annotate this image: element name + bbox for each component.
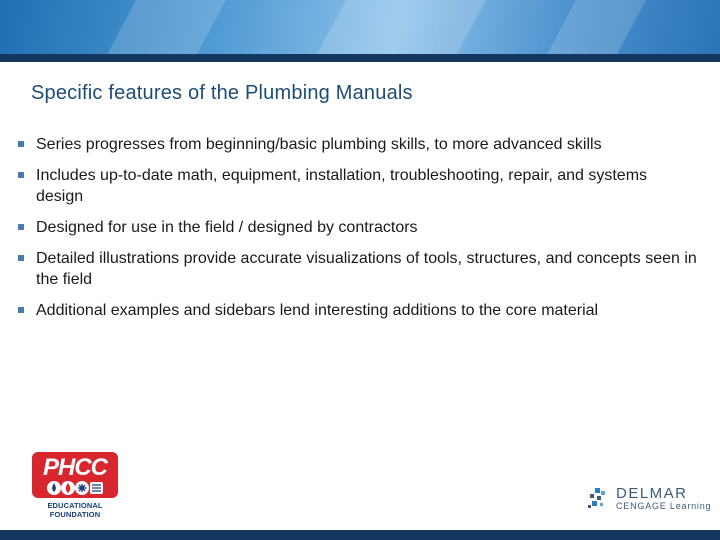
bullet-marker [18,307,24,313]
bullet-text: Additional examples and sidebars lend interesting additions to the core material [36,302,599,319]
bullet-item [18,134,698,155]
header-rule [0,54,720,62]
bullet-item [18,165,698,207]
banner-facet [99,0,232,54]
bullet-text: Designed for use in the field / designed by contractors [36,219,418,236]
delmar-mark-icon [586,486,612,512]
bullet-text: Series progresses from beginning/basic plumbing skills, to more advanced skills [36,136,602,153]
delmar-cengage-logo [586,484,712,514]
phcc-trade-icons [46,480,104,496]
header-banner [0,0,720,54]
phcc-logo-text: PHCC [42,454,107,481]
bullet-marker [18,141,24,147]
delmar-text: DELMAR [616,485,688,502]
bullet-text: Includes up-to-date math, equipment, installation, troubleshooting, repair, and systems design [36,167,648,205]
bullet-item [18,248,698,290]
bullet-marker [18,255,24,261]
phcc-foundation-text: EDUCATIONAL FOUNDATION [47,501,103,519]
slide-title: Specific features of the Plumbing Manuals [31,82,413,104]
banner-facet [539,0,652,54]
phcc-logo [30,452,120,519]
banner-facet [309,0,492,54]
bullet-item [18,217,698,238]
bullet-text: Detailed illustrations provide accurate visualizations of tools, structures, and concepts seen in the field [36,250,697,288]
bullet-list [18,134,698,331]
snowflake-icon [78,484,86,492]
bullet-item [18,300,698,321]
cengage-learning-text: CENGAGE Learning [616,501,712,511]
bullet-marker [18,224,24,230]
bullet-marker [18,172,24,178]
footer-rule [0,530,720,540]
